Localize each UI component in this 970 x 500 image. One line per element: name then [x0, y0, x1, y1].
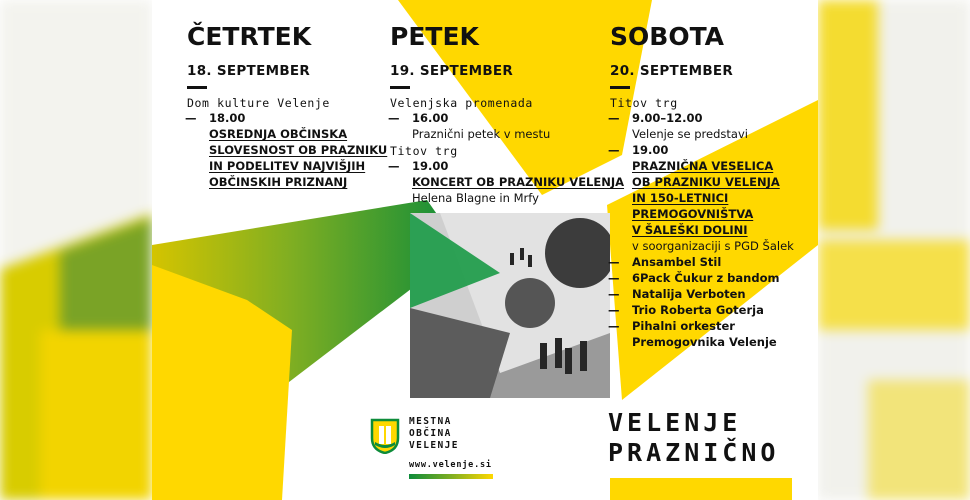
divider-saturday — [610, 86, 630, 89]
event-dash: — — [388, 159, 400, 173]
performer-dash: — — [608, 287, 620, 301]
blurred-backdrop-right — [818, 0, 970, 500]
performer-dash: — — [608, 319, 620, 333]
day-title-friday: PETEK — [390, 22, 479, 51]
performer-name: Ansambel Stil — [632, 255, 722, 269]
date-friday: 19. SEPTEMBER — [390, 63, 514, 79]
event-time: 9.00–12.00 — [632, 111, 703, 125]
event-title-line: SLOVESNOST OB PRAZNIKU — [209, 143, 388, 157]
event-time: 18.00 — [209, 111, 246, 125]
blurred-backdrop-left — [0, 0, 152, 500]
venue-titov-trg-saturday: Titov trg — [610, 96, 678, 110]
event-dash: — — [608, 111, 620, 125]
performer-dash: — — [608, 255, 620, 269]
event-subtitle: Helena Blagne in Mrfy — [412, 191, 539, 205]
velenje-coat-of-arms-icon — [370, 418, 400, 454]
logo-line: MESTNA — [409, 416, 452, 427]
venue-dom-kulture: Dom kulture Velenje — [187, 96, 330, 110]
divider-thursday — [187, 86, 207, 89]
event-title-line: IN 150-LETNICI — [632, 191, 729, 205]
performer-name: 6Pack Čukur z bandom — [632, 271, 780, 285]
day-title-thursday: ČETRTEK — [187, 22, 312, 51]
yellow-bottom-bar — [610, 478, 792, 500]
event-title-line: OSREDNJA OBČINSKA — [209, 127, 348, 141]
logo-line: OBČINA — [409, 428, 452, 439]
event-time: 16.00 — [412, 111, 449, 125]
performer-dash: — — [608, 271, 620, 285]
logo-underline-bar — [409, 474, 493, 479]
event-time: 19.00 — [632, 143, 669, 157]
headline-line-1: VELENJE — [608, 408, 742, 437]
event-title-line: PRAZNIČNA VESELICA — [632, 159, 774, 173]
divider-friday — [390, 86, 410, 89]
performer-name: Natalija Verboten — [632, 287, 746, 301]
event-title-line: Praznični petek v mestu — [412, 127, 551, 141]
day-title-saturday: SOBOTA — [610, 22, 725, 51]
performer-name-continued: Premogovnika Velenje — [632, 335, 777, 349]
event-title-line: OBČINSKIH PRIZNANJ — [209, 175, 348, 189]
performer-name: Pihalni orkester — [632, 319, 735, 333]
date-thursday: 18. SEPTEMBER — [187, 63, 311, 79]
venue-promenada: Velenjska promenada — [390, 96, 533, 110]
festival-poster — [152, 0, 818, 500]
performer-name: Trio Roberta Goterja — [632, 303, 764, 317]
date-saturday: 20. SEPTEMBER — [610, 63, 734, 79]
event-subtitle: v soorganizaciji s PGD Šalek — [632, 239, 794, 253]
performer-dash: — — [608, 303, 620, 317]
event-title-line: IN PODELITEV NAJVIŠJIH — [209, 159, 366, 173]
headline-line-2: PRAZNIČNO — [608, 438, 780, 467]
venue-titov-trg-friday: Titov trg — [390, 144, 458, 158]
logo-line: VELENJE — [409, 440, 459, 451]
event-time: 19.00 — [412, 159, 449, 173]
event-dash: — — [185, 111, 197, 125]
crowd-photo-illustration — [410, 213, 610, 398]
event-title-line: V ŠALEŠKI DOLINI — [632, 223, 748, 237]
event-title-line: PREMOGOVNIŠTVA — [632, 207, 754, 221]
event-dash: — — [608, 143, 620, 157]
event-title-line: OB PRAZNIKU VELENJA — [632, 175, 780, 189]
website-link[interactable]: www.velenje.si — [409, 460, 492, 470]
event-title-line: Velenje se predstavi — [632, 127, 748, 141]
crowd-photo — [410, 213, 610, 398]
event-title-line: KONCERT OB PRAZNIKU VELENJA — [412, 175, 625, 189]
event-dash: — — [388, 111, 400, 125]
